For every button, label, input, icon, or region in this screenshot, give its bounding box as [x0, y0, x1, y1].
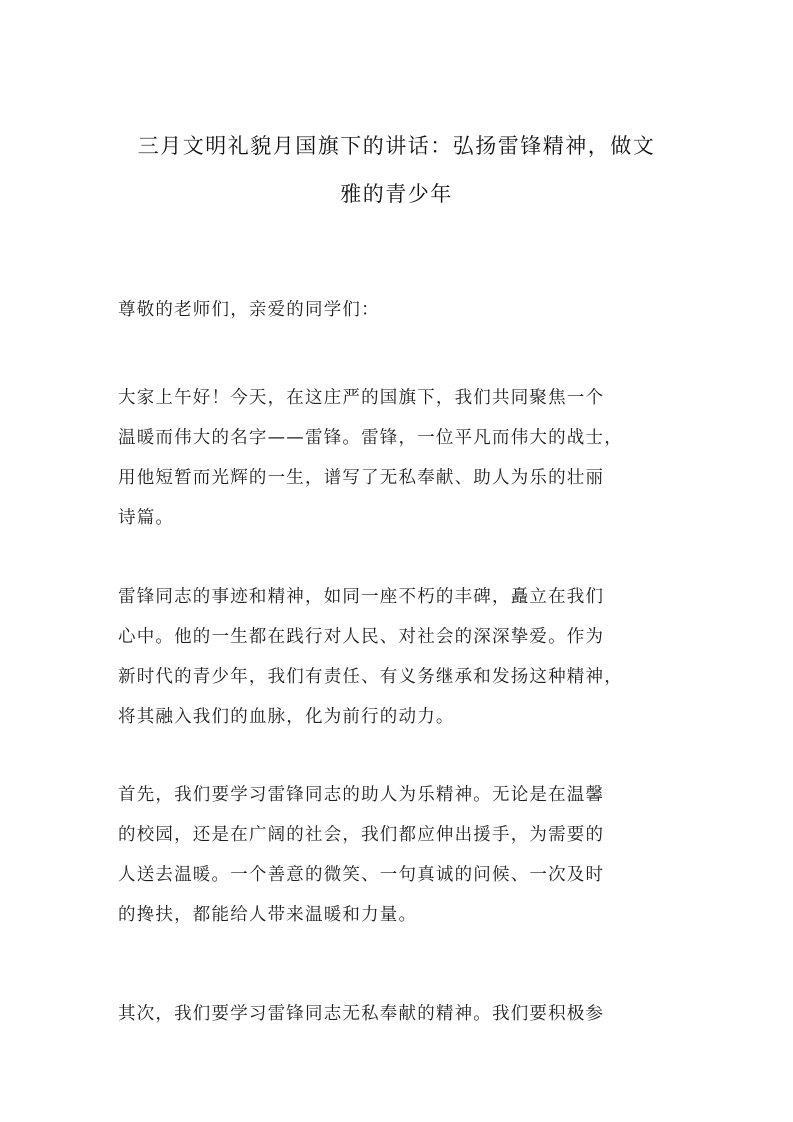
paragraph-1-line-1: 大家上午好！今天，在这庄严的国旗下，我们共同聚焦一个	[118, 388, 605, 408]
document-title-line-2: 雅的青少年	[340, 182, 453, 206]
paragraph-2-line-3: 新时代的青少年，我们有责任、有义务继承和发扬这种精神，	[118, 667, 623, 687]
paragraph-1-line-4: 诗篇。	[118, 508, 175, 528]
paragraph-4-line-1: 其次，我们要学习雷锋同志无私奉献的精神。我们要积极参	[118, 1004, 605, 1024]
paragraph-2-line-2: 心中。他的一生都在践行对人民、对社会的深深挚爱。作为	[118, 627, 605, 647]
paragraph-2-line-4: 将其融入我们的血脉，化为前行的动力。	[118, 707, 455, 727]
paragraph-2-line-1: 雷锋同志的事迹和精神，如同一座不朽的丰碑，矗立在我们	[118, 587, 605, 607]
paragraph-3-line-1: 首先，我们要学习雷锋同志的助人为乐精神。无论是在温馨	[118, 785, 605, 805]
paragraph-1-line-2: 温暖而伟大的名字——雷锋。雷锋，一位平凡而伟大的战士，	[118, 428, 623, 448]
paragraph-3-line-3: 人送去温暖。一个善意的微笑、一句真诚的问候、一次及时	[118, 865, 605, 885]
paragraph-1-line-3: 用他短暂而光辉的一生，谱写了无私奉献、助人为乐的壮丽	[118, 468, 605, 488]
greeting: 尊敬的老师们，亲爱的同学们：	[118, 300, 380, 320]
paragraph-3-line-2: 的校园，还是在广阔的社会，我们都应伸出援手，为需要的	[118, 825, 605, 845]
document-title-line-1: 三月文明礼貌月国旗下的讲话：弘扬雷锋精神，做文	[137, 134, 656, 158]
paragraph-3-line-4: 的搀扶，都能给人带来温暖和力量。	[118, 905, 418, 925]
